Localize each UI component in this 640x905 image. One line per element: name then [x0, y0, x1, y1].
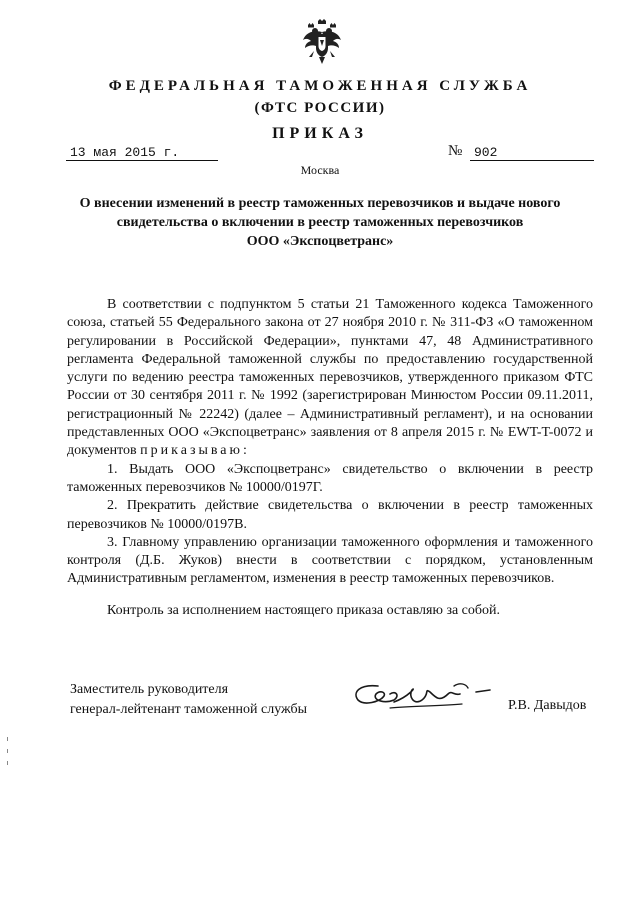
russian-coat-of-arms-icon: [302, 18, 342, 66]
position-line: генерал-лейтенант таможенной службы: [70, 702, 308, 717]
handwritten-signature-icon: [350, 676, 500, 716]
order-item-3: 3. Главному управлению организации таможенного оформления и таможенного контроля (Д.Б. Жуков) внести в соответствии с порядком, установленным Административным регламентом, изменения в реестр таможенных перевозчиков.: [67, 534, 593, 587]
order-title: [60, 194, 580, 251]
signatory-position: [70, 680, 307, 720]
intro-text: В соответствии с подпунктом 5 статьи 21 Таможенного кодекса Таможенного союза, статьей 55 Федерального закона от 27 ноября 2010 г. № 311-ФЗ «О таможенном регулировании в Российской Федерации», пунктами 47, 48 Административного регламента Федеральной таможенной службы по предоставлению государственной услуги по ведению реестра таможенных перевозчиков, утвержденного приказом ФТС России от 30 сентября 2011 г. № 1992 (зарегистрирован Минюстом России 09.11.2011, регистрационный № 22242) (далее – Административный регламент), и на основании представленных ООО «Экспоцветранс» заявления от 8 апреля 2015 г. № EWT-T-0072 и документов: [67, 297, 593, 459]
control-paragraph: Контроль за исполнением настоящего приказа оставляю за собой.: [107, 602, 501, 618]
number-sign: №: [448, 143, 463, 159]
agency-short-name: (ФТС РОССИИ): [254, 100, 386, 116]
city: Москва: [300, 163, 340, 177]
order-word: приказываю:: [140, 443, 250, 459]
title-line: ООО «Экспоцветранс»: [246, 234, 394, 249]
order-date: 13 мая 2015 г.: [66, 145, 218, 161]
title-line: свидетельства о включении в реестр таможенных перевозчиков: [116, 215, 524, 230]
signatory-name: Р.В. Давыдов: [508, 698, 587, 713]
intro-paragraph: [67, 296, 593, 461]
margin-marks: [6, 735, 10, 775]
order-item-1: 1. Выдать ООО «Экспоцветранс» свидетельство о включении в реестр таможенных перевозчиков № 10000/0197Г.: [67, 461, 593, 495]
position-line: Заместитель руководителя: [70, 682, 229, 697]
document-type: ПРИКАЗ: [272, 125, 368, 142]
order-number-field: [448, 143, 594, 161]
order-number: 902: [470, 145, 594, 161]
order-body: [67, 296, 593, 620]
title-line: О внесении изменений в реестр таможенных перевозчиков и выдаче нового: [79, 196, 561, 211]
order-item-2: 2. Прекратить действие свидетельства о включении в реестр таможенных перевозчиков № 10000/0197В.: [67, 498, 593, 532]
agency-name: ФЕДЕРАЛЬНАЯ ТАМОЖЕННАЯ СЛУЖБА: [108, 78, 532, 94]
